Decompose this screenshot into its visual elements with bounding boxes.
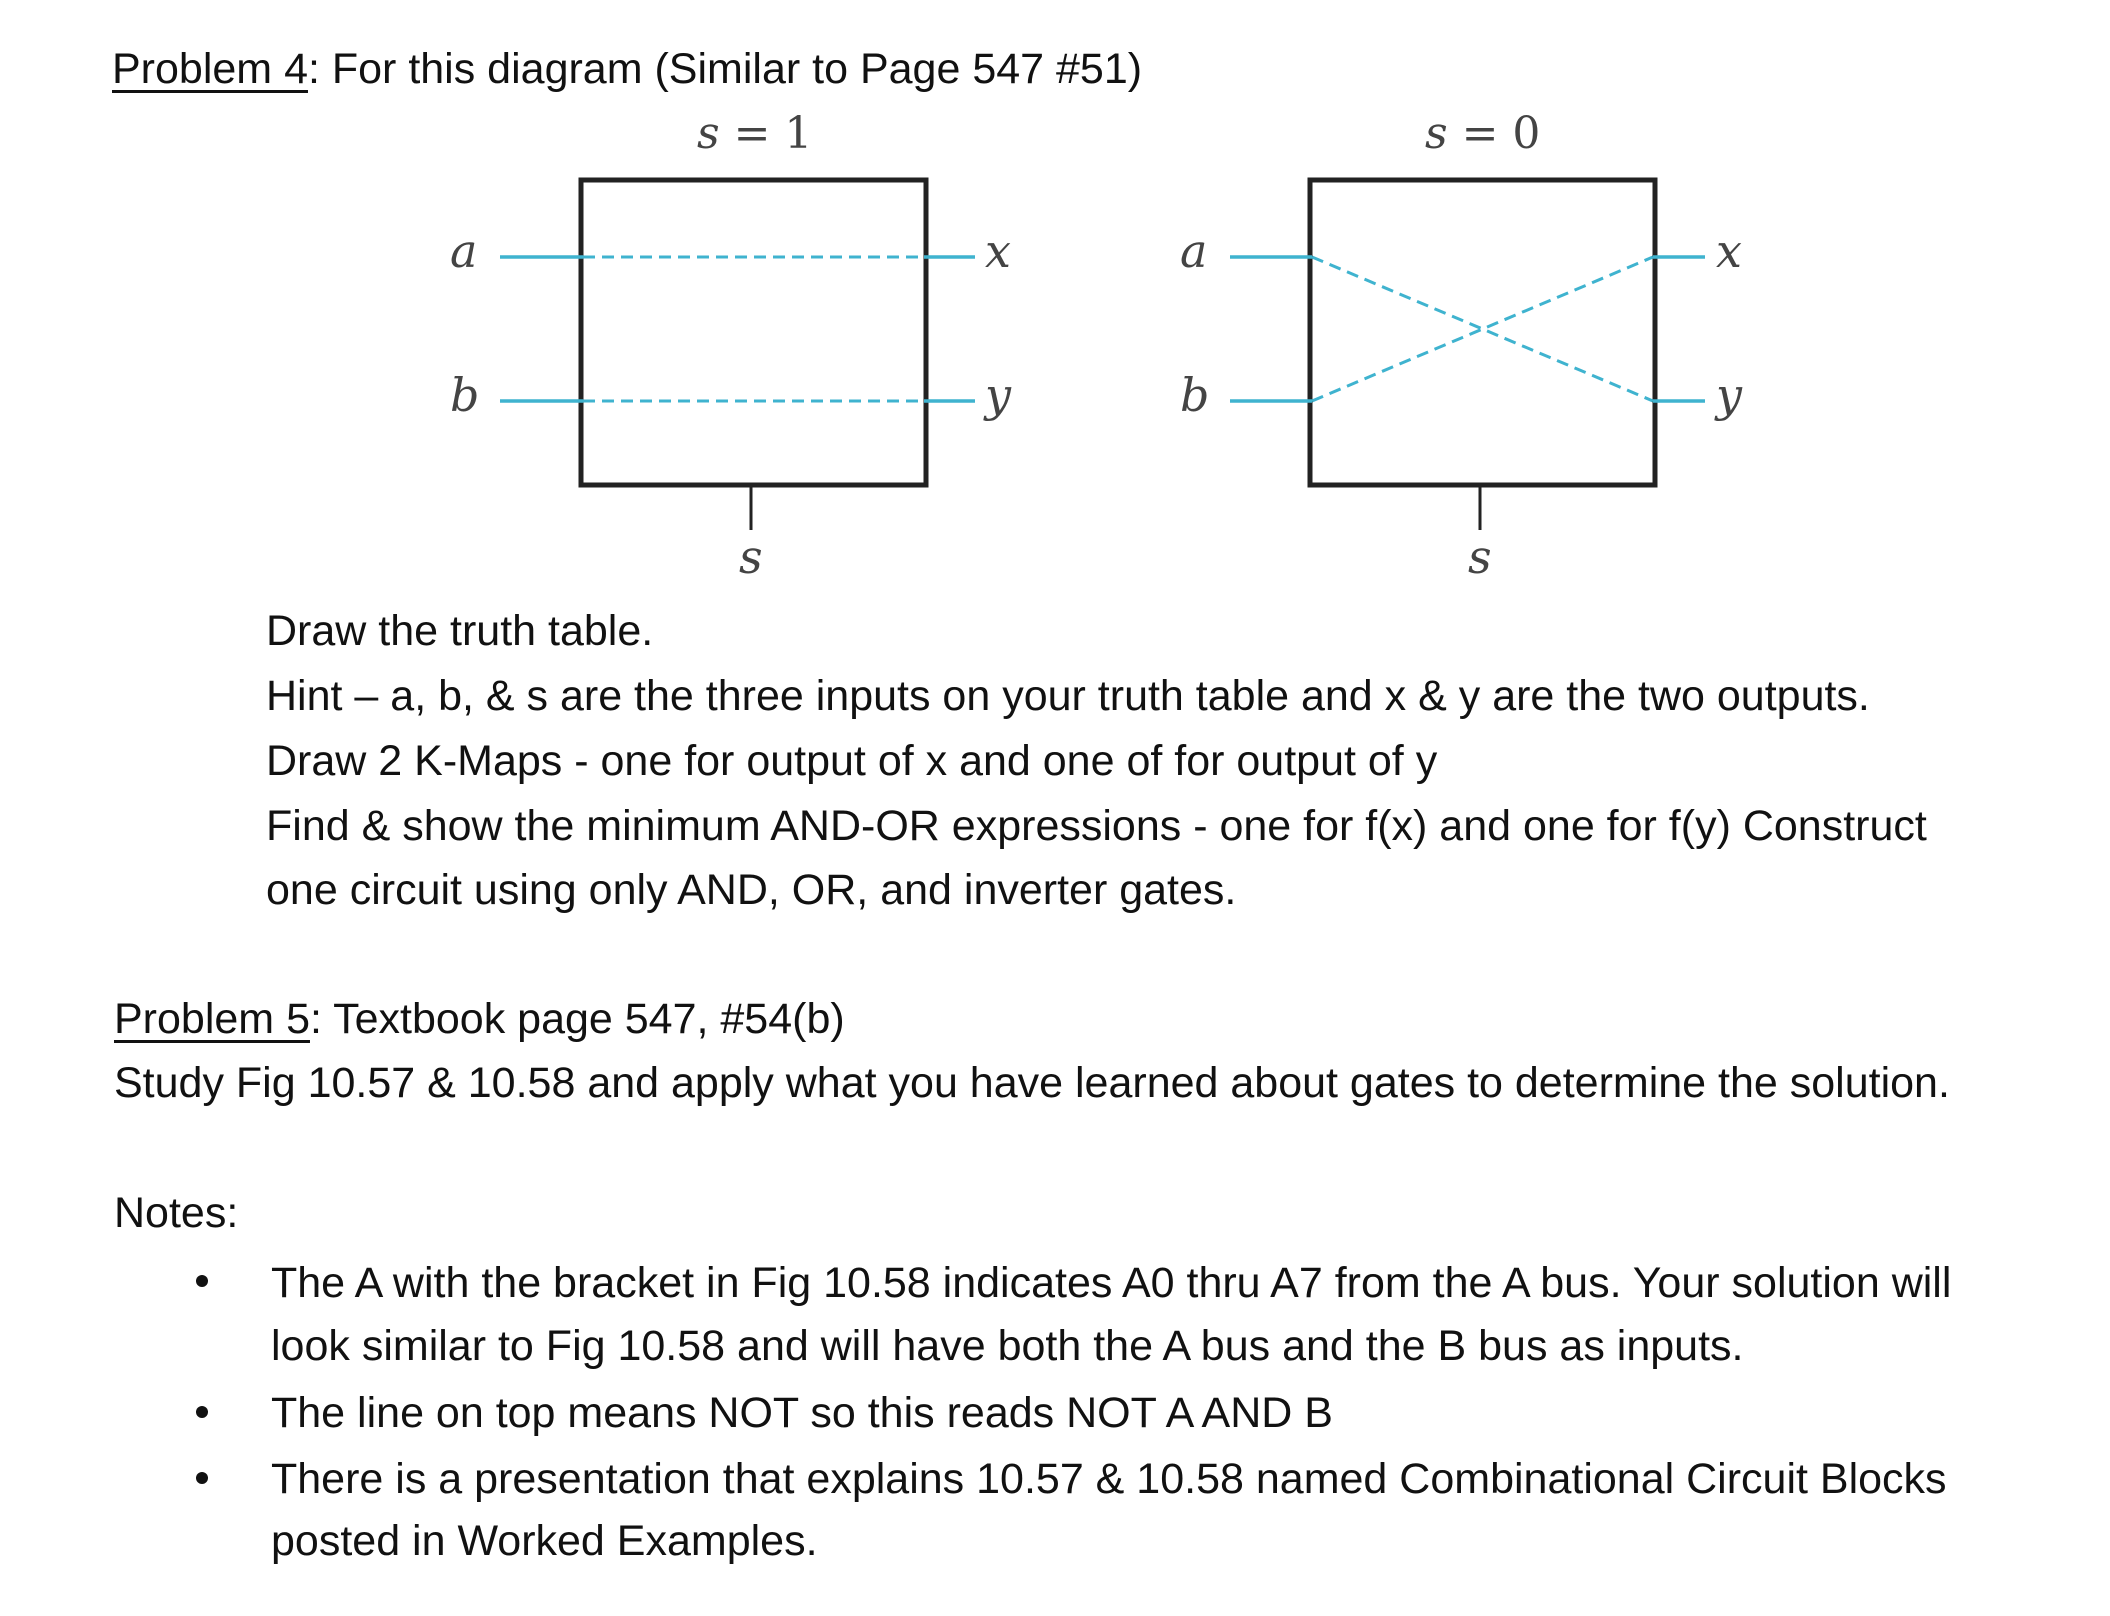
left-block-box [581, 180, 926, 485]
left-label-x: x [985, 224, 1011, 278]
left-label-a: a [450, 224, 478, 278]
bullet-icon [196, 1406, 208, 1418]
note-2-line-1: The line on top means NOT so this reads NOT A AND B [271, 1389, 1333, 1437]
notes-title: Notes: [114, 1189, 239, 1237]
instruction-line-1: Draw the truth table. [266, 607, 654, 655]
note-3-line-2: posted in Worked Examples. [271, 1517, 818, 1565]
note-1-line-1: The A with the bracket in Fig 10.58 indicates A0 thru A7 from the A bus. Your solution will [271, 1259, 1952, 1307]
right-label-b: b [1180, 368, 1210, 422]
instruction-line-4: Find & show the minimum AND-OR expressions - one for f(x) and one for f(y) Construct [266, 802, 1927, 850]
right-block-box [1310, 180, 1655, 485]
bullet-icon [196, 1472, 208, 1484]
left-switch-block [500, 180, 975, 530]
left-label-y: y [985, 368, 1011, 422]
instruction-line-2: Hint – a, b, & s are the three inputs on your truth table and x & y are the two outputs. [266, 672, 1870, 720]
right-label-a: a [1180, 224, 1208, 278]
instruction-line-5: one circuit using only AND, OR, and inverter gates. [266, 866, 1237, 914]
left-caption-var: s [697, 108, 720, 159]
problem4-heading-rest: : For this diagram (Similar to Page 547 #51) [307, 45, 1143, 93]
bullet-icon [196, 1275, 208, 1287]
note-3-line-1: There is a presentation that explains 10.57 & 10.58 named Combinational Circuit Blocks [271, 1455, 1947, 1503]
left-label-b: b [450, 368, 480, 422]
right-diagram-caption [1425, 108, 1541, 159]
problem5-description: Study Fig 10.57 & 10.58 and apply what you have learned about gates to determine the solution. [114, 1059, 1950, 1107]
left-caption-rest: = 1 [719, 108, 813, 159]
note-1-line-2: look similar to Fig 10.58 and will have both the A bus and the B bus as inputs. [271, 1322, 1744, 1370]
instruction-line-3: Draw 2 K-Maps - one for output of x and one of for output of y [266, 737, 1438, 785]
right-label-x: x [1716, 224, 1742, 278]
left-label-select: s [739, 530, 763, 584]
problem5-heading [114, 995, 845, 1043]
problem4-heading-label: Problem 4 [112, 45, 308, 93]
problem5-heading-label: Problem 5 [114, 995, 310, 1043]
right-switch-block [1230, 180, 1705, 530]
right-label-select: s [1468, 530, 1492, 584]
switch-diagram [0, 0, 2110, 620]
problem5-heading-rest: : Textbook page 547, #54(b) [309, 995, 845, 1043]
left-diagram-caption [697, 108, 813, 159]
right-caption-rest: = 0 [1447, 108, 1541, 159]
right-caption-var: s [1425, 108, 1448, 159]
right-label-y: y [1716, 368, 1742, 422]
